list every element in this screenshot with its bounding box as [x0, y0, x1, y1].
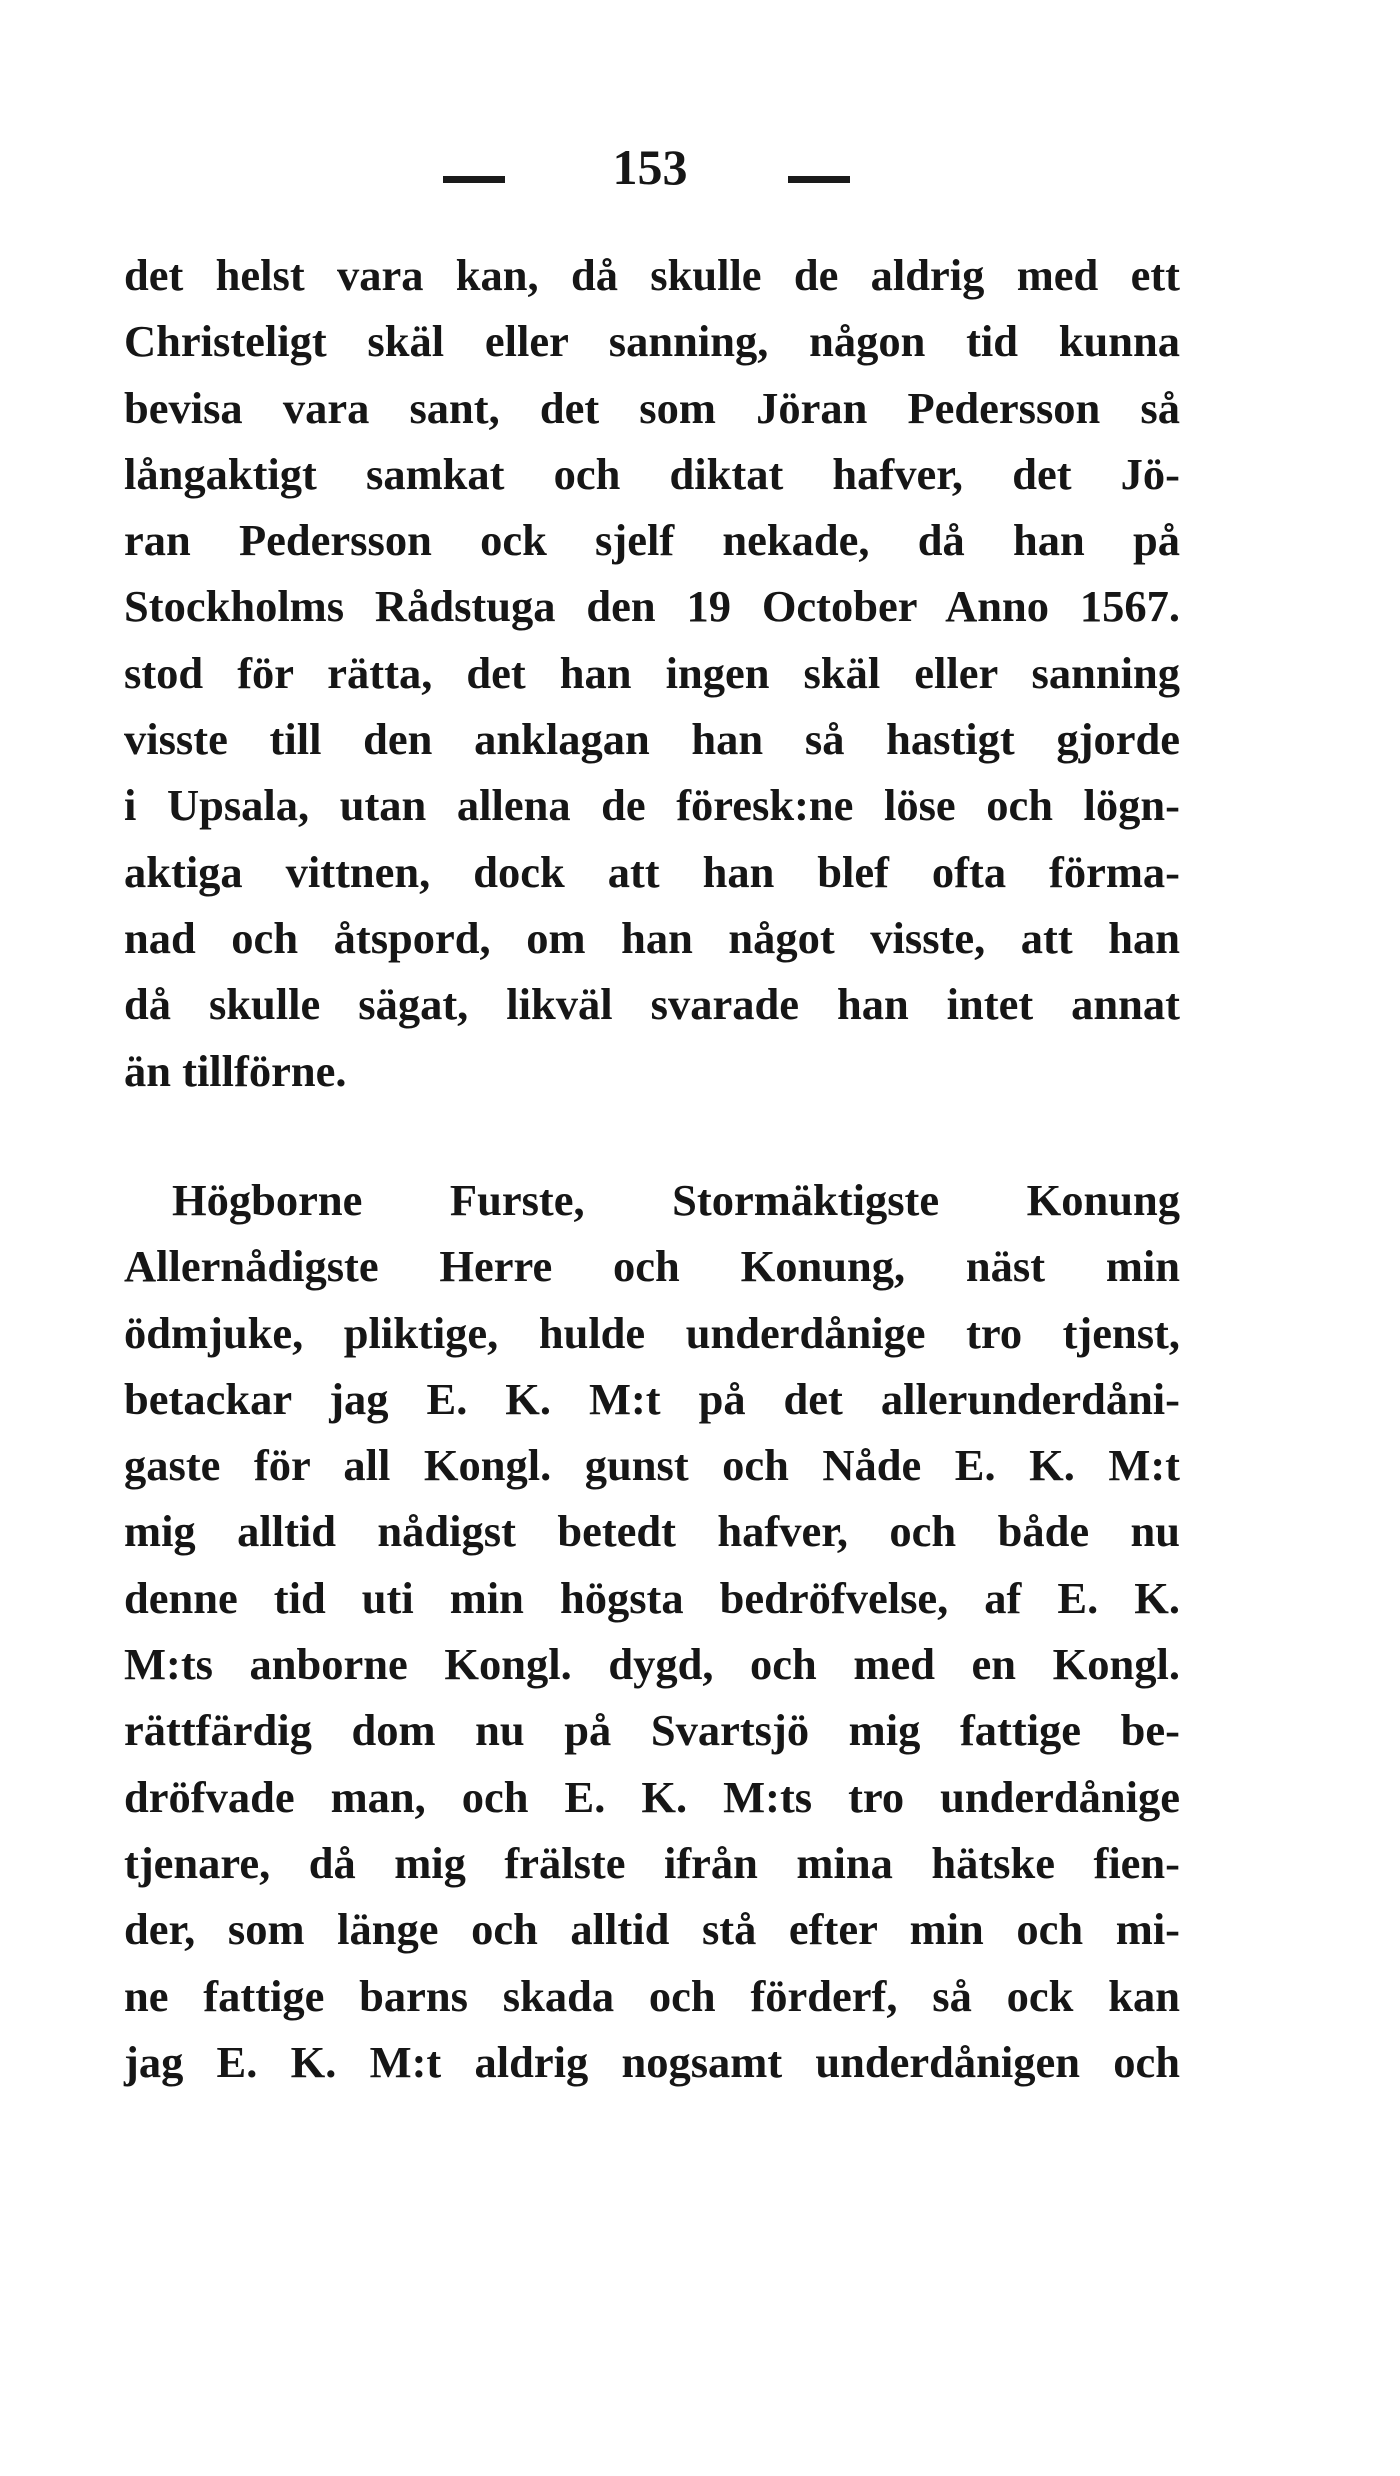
text-line: Allernådigste Herre och Konung, näst min	[124, 1241, 1180, 1292]
text-line: dröfvade man, och E. K. M:ts tro underdånige	[124, 1771, 1180, 1822]
text-line: Christeligt skäl eller sanning, någon tid kunna	[124, 316, 1180, 367]
text-line: Högborne Furste, Stormäktigste Konung	[172, 1175, 1180, 1225]
text-line: denne tid uti min högsta bedröfvelse, af E. K.	[124, 1572, 1180, 1623]
text-line: ran Pedersson ock sjelf nekade, då han på	[124, 515, 1180, 566]
page-number: 153	[612, 139, 688, 195]
text-line: det helst vara kan, då skulle de aldrig med ett	[124, 250, 1180, 300]
header-dash-right	[788, 176, 850, 183]
header-dash-left	[443, 176, 505, 183]
text-line: betackar jag E. K. M:t på det allerunderdåni-	[124, 1373, 1180, 1424]
paragraph-2	[124, 1167, 1180, 2095]
text-line: bevisa vara sant, det som Jöran Pedersson så	[124, 382, 1180, 433]
text-line: gaste för all Kongl. gunst och Nåde E. K. M:t	[124, 1440, 1180, 1491]
text-line: i Upsala, utan allena de föresk:ne löse och lögn-	[124, 780, 1180, 831]
text-line: Stockholms Rådstuga den 19 October Anno 1567.	[124, 581, 1180, 632]
text-line: mig alltid nådigst betedt hafver, och både nu	[124, 1506, 1180, 1557]
page-header	[0, 128, 1400, 198]
text-line: M:ts anborne Kongl. dygd, och med en Kongl.	[124, 1639, 1180, 1690]
text-line: nad och åtspord, om han något visste, att han	[124, 912, 1180, 963]
text-line: jag E. K. M:t aldrig nogsamt underdånigen och	[124, 2036, 1180, 2087]
text-line: stod för rätta, det han ingen skäl eller sanning	[124, 647, 1180, 698]
text-line: tjenare, då mig frälste ifrån mina hätske fien-	[124, 1837, 1180, 1888]
text-line: långaktigt samkat och diktat hafver, det Jö-	[124, 448, 1180, 499]
text-line: än tillförne.	[124, 1045, 347, 1096]
text-line: visste till den anklagan han så hastigt gjorde	[124, 714, 1180, 765]
text-line: rättfärdig dom nu på Svartsjö mig fattige be-	[124, 1705, 1180, 1756]
text-line: aktiga vittnen, dock att han blef ofta förma-	[124, 846, 1180, 897]
text-line: ödmjuke, pliktige, hulde underdånige tro tjenst,	[124, 1307, 1180, 1358]
text-line: ne fattige barns skada och förderf, så ock kan	[124, 1970, 1180, 2021]
paragraph-1	[124, 242, 1180, 1104]
text-line: då skulle sägat, likväl svarade han intet annat	[124, 979, 1180, 1030]
text-line: der, som länge och alltid stå efter min och mi-	[124, 1904, 1180, 1955]
